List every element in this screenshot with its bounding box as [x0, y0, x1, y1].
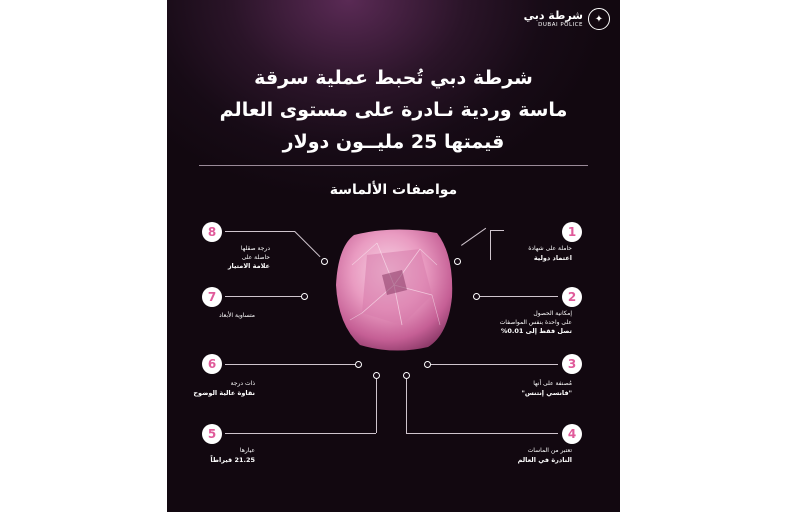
spec-1-badge: 1 [562, 222, 582, 242]
spec-1-connector [490, 230, 504, 231]
spec-4-badge: 4 [562, 424, 582, 444]
spec-5-connector [376, 379, 377, 433]
spec-4-dot [403, 372, 410, 379]
spec-2-dot [473, 293, 480, 300]
spec-3-dot [424, 361, 431, 368]
spec-5-badge: 5 [202, 424, 222, 444]
spec-2-badge: 2 [562, 287, 582, 307]
pink-diamond-image [332, 225, 457, 353]
spec-5-dot [373, 372, 380, 379]
spec-3-badge: 3 [562, 354, 582, 374]
spec-3-label: مُصنفة على أنها "فانسي إنتنس" [521, 380, 572, 397]
spec-8-connector [294, 231, 320, 257]
spec-1-connector [461, 228, 486, 246]
spec-5-label: عيارها 21.25 قيراطاً [210, 447, 255, 464]
headline-line-2: ماسة وردية نـادرة على مستوى العالم [219, 99, 568, 121]
spec-6-badge: 6 [202, 354, 222, 374]
spec-4-connector [406, 379, 407, 433]
police-emblem-icon: ✦ [588, 8, 610, 30]
spec-7-badge: 7 [202, 287, 222, 307]
spec-8-dot [321, 258, 328, 265]
headline-line-3: قيمتها 25 مليــون دولار [282, 131, 505, 153]
headline-line-1: شرطة دبي تُحبط عملية سرقة [254, 67, 533, 89]
spec-4-label: تعتبر من الماسات النادرة في العالم [517, 447, 572, 464]
spec-3-connector [431, 364, 558, 365]
section-title: مواصفات الألماسة [329, 182, 458, 198]
logo-english-text: DUBAI POLICE [538, 21, 583, 28]
dubai-police-logo [524, 8, 610, 30]
spec-4-connector [406, 433, 558, 434]
infographic-poster [167, 0, 620, 512]
spec-2-label: إمكانية الحصول على واحدة بنفس المواصفات تصل فقط إلى 0.01% [499, 310, 572, 335]
spec-2-connector [480, 296, 558, 297]
divider [199, 165, 588, 166]
logo-arabic-text: شرطة دبي [523, 8, 583, 22]
spec-6-label: ذات درجة نقاوة عالية الوضوح [193, 380, 255, 397]
spec-6-dot [355, 361, 362, 368]
spec-8-label: درجة صقلها حاصلة على علامة الامتياز [227, 245, 270, 270]
spec-7-label: متساوية الأبعاد [218, 312, 255, 319]
spec-1-label: حاملة على شهادة اعتماد دولية [528, 245, 572, 262]
spec-7-connector [225, 296, 301, 297]
headline [207, 62, 580, 158]
spec-6-connector [225, 364, 355, 365]
spec-7-dot [301, 293, 308, 300]
spec-8-connector [225, 231, 295, 232]
spec-5-connector [225, 433, 376, 434]
spec-1-dot [454, 258, 461, 265]
spec-8-badge: 8 [202, 222, 222, 242]
